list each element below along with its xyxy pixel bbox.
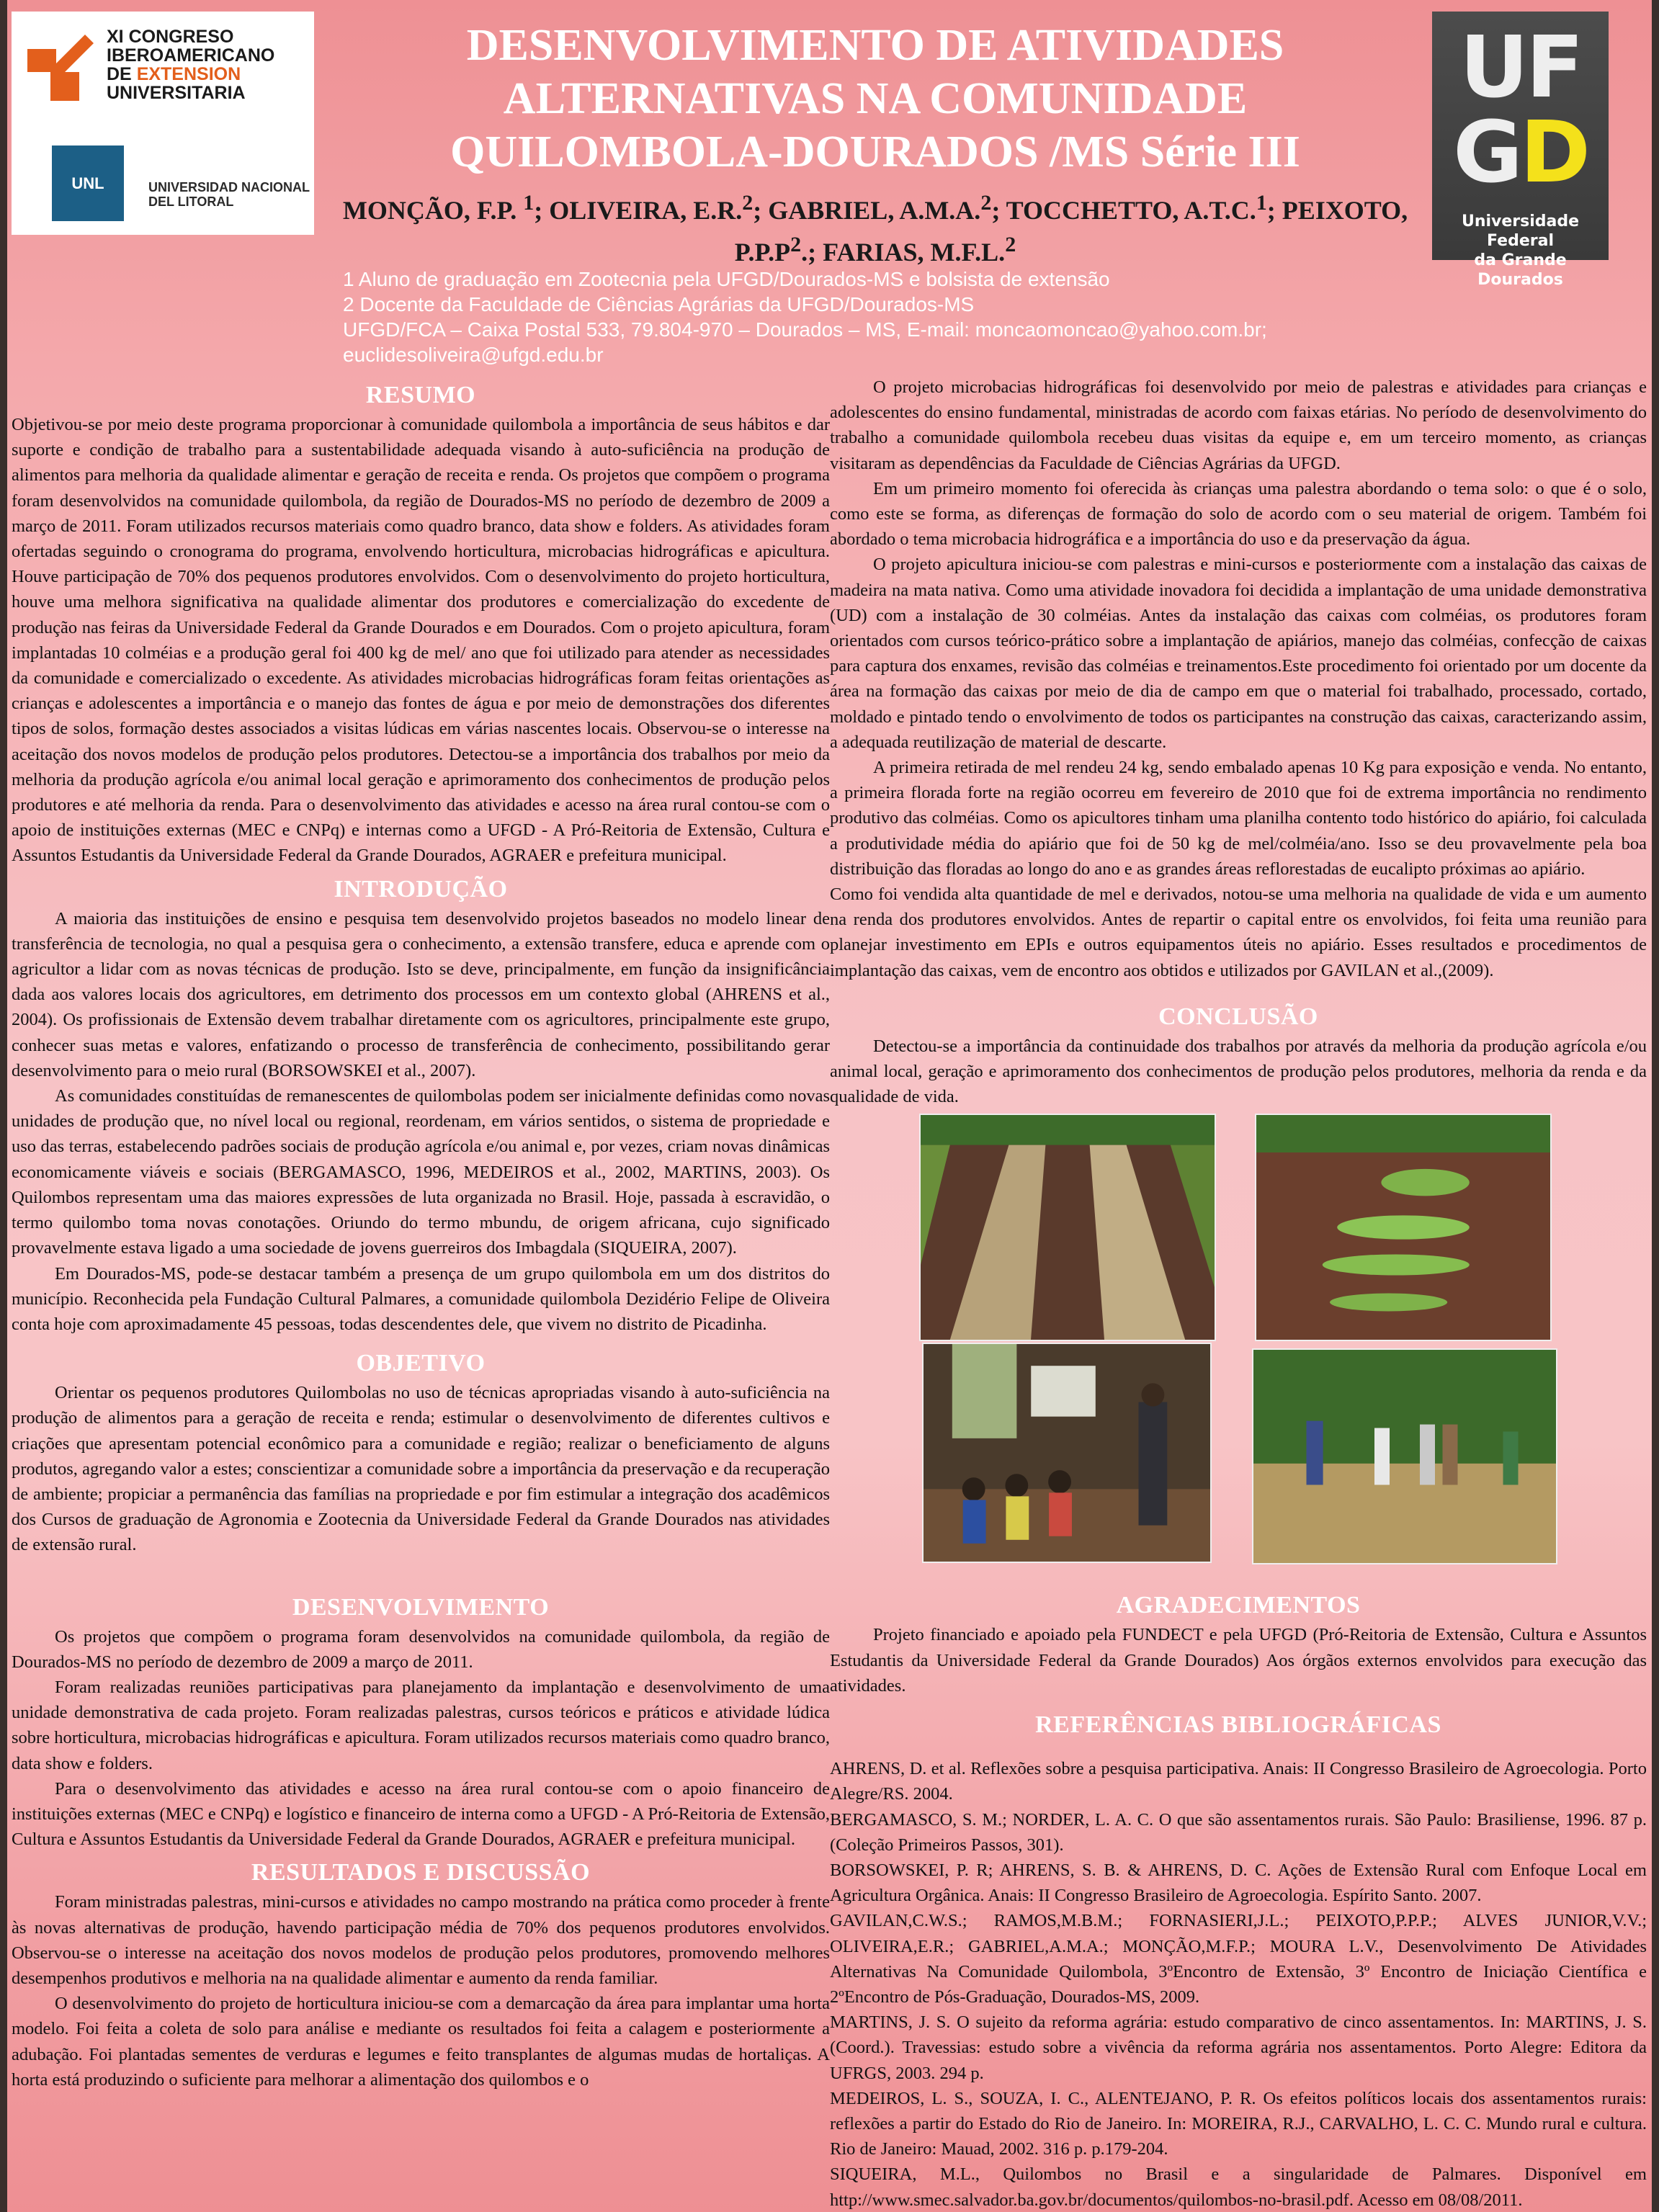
author-5-sup: 2 (790, 233, 802, 256)
resultados-p6: A primeira retirada de mel rendeu 24 kg, sendo embalado apenas 10 Kg para exposição e venda. No entanto, a primeira florada forte na região ocorreu em fevereiro de 2010 que foi de extrema importância no rendimento produtivo das colméias. Como os apicultores tinham uma planilha contento todo histórico do apiário, foi calculada a produtividade média do apiário que foi de 50 kg de mel/colméia/ano. Isso se deu provavelmente pela boa distribuição das floradas ao longo do ano e as grandes áreas reflorestadas de eucalipto próximas ao apiário. (830, 758, 1647, 879)
author-4: ; TOCCHETTO, A.T.C. (991, 196, 1256, 225)
author-2-sup: 2 (742, 191, 754, 215)
affiliation-2: 2 Docente da Faculdade de Ciências Agrárias da UFGD/Dourados-MS (343, 293, 975, 315)
column-spacer (12, 1558, 830, 1587)
introducao-p1: A maioria das instituições de ensino e pesquisa tem desenvolvido projetos baseados no modelo linear de transferência de tecnologia, no qual a pesquisa gera o conhecimento, a extensão transfere, educa e aprende com o agricultor a lidar com as novas técnicas de produção. Isto se deve, principalmente, em função da insignificância dada aos valores locais dos agricultores, em detrimento dos processos em um contexto global (AHRENS et al., 2004). Os profissionais de Extensão devem trabalhar diretamente com os agricultores, principalmente este grupo, conhecer suas metas e valores, enfatizando o processo de transferência de conhecimento, possibilitando gerar desenvolvimento para o meio rural (BORSOWSKEI et al., 2007). (12, 908, 830, 1080)
ufgd-letter-g: G (1453, 102, 1520, 202)
author-3: ; GABRIEL, A.M.A. (753, 196, 981, 225)
field-visit-image (1253, 1350, 1556, 1563)
affiliation-1: 1 Aluno de graduação em Zootecnia pela UFGD/Dourados-MS e bolsista de extensão (343, 268, 1110, 290)
congress-line-1: XI CONGRESO (107, 27, 234, 47)
desenvolvimento-p3: Para o desenvolvimento das atividades e acesso na área rural contou-se com o apoio financeiro de instituições externas (MEC e CNPq) e logístico e financeiro de interna como a UFGD - A Pró-Reitoria de Extensão, Cultura e Assuntos Estudantis da Universidade Federal da Grande Dourados, AGRAER e prefeitura municipal. (12, 1778, 830, 1850)
reference-item: BORSOWSKEI, P. R; AHRENS, S. B. & AHRENS, D. C. Ações de Extensão Rural com Enfoque Local em Agricultura Orgânica. Anais: II Congresso Brasileiro de Agroecologia. Espírito Santo. 2007. (830, 1860, 1647, 1906)
author-2: ; OLIVEIRA, E.R. (534, 196, 743, 225)
resultados-p7: Como foi vendida alta quantidade de mel e derivados, notou-se uma melhoria na qualidade de vida e um aumento na renda dos produtores envolvidos. Antes de repartir o capital entre os envolvidos, foi feita uma reunião para planejar investimento em EPIs e outros equipamentos úteis no apiário. Esses resultados e procedimentos de implantação das caixas, vem de encontro aos obtidos e utilizados por GAVILAN et al.,(2009). (830, 885, 1647, 980)
congress-arrow-icon (22, 27, 101, 107)
resultados-p1: Foram ministradas palestras, mini-cursos e atividades no campo mostrando na prática como proceder à frente às novas alternativas de produção, havendo participação média de 70% dos pequenos produtores envolvidos. Observou-se o interesse na aceitação dos novos modelos de produção pelos produtores, promovendo melhores desempenhos produtivos e melhoria na na qualidade alimentar e aumento da renda familiar. (12, 1892, 830, 1988)
affiliations (343, 267, 1423, 367)
author-1: MONÇÃO, F.P. (342, 196, 524, 225)
reference-item: MARTINS, J. S. O sujeito da reforma agrária: estudo comparativo de cinco assentamentos. In: MARTINS, J. S. (Coord.). Travessias: estudo sobre a vivência da reforma agrária nos assentamentos. Porto Alegre: Editora da UFRGS, 2003. 294 p. (830, 2012, 1647, 2083)
author-4-sup: 1 (1256, 191, 1267, 215)
photo-grid (830, 1114, 1647, 1582)
congress-logo-panel (12, 12, 314, 235)
resultados-p5: O projeto apicultura iniciou-se com palestras e mini-cursos e posteriormente com a instalação das caixas de madeira na mata nativa. Como uma atividade inovadora foi decidida a implantação de uma unidade demonstrativa (UD) com a instalação de 30 colméias. Antes da instalação das caixas com colméias, os produtores foram orientados com cursos teórico-prático sobre a implantação de apiários, manejo das colméias, confecção de caixas para captura dos enxames, revisão das colméias e treinamentos.Este procedimento foi orientado por um docente da área na formação das caixas por meio de dia de campo em que o material foi trabalhado, processado, cortado, moldado e pintado tendo o envolvimento de todos os participantes na construção das caixas, caracterizando assim, a adequada reutilização de material de descarte. (830, 555, 1647, 752)
introducao-heading: INTRODUÇÃO (334, 875, 508, 903)
congress-line-3 (107, 65, 274, 84)
classroom-presentation-photo (922, 1343, 1212, 1563)
congress-de: DE (107, 64, 132, 84)
resumo-heading: RESUMO (365, 382, 476, 408)
reference-item: MEDEIROS, L. S., SOUZA, I. C., ALENTEJANO, P. R. Os efeitos políticos locais dos assentamentos rurais: reflexões a partir do Estado do Rio de Janeiro. In: MOREIRA, R.J., CARVALHO, L. C. C. Mundo rural e cultura. Rio de Janeiro: Mauad, 2002. 316 p. p.179-204. (830, 2088, 1647, 2159)
agradecimentos-p1: Projeto financiado e apoiado pela FUNDECT e pela UFGD (Pró-Reitoria de Extensão, Cultura e Assuntos Estudantis da Universidade Federal da Grande Dourados) Aos órgãos externos envolvidos para execução das atividades. (830, 1625, 1647, 1696)
resumo-text: Objetivou-se por meio deste programa proporcionar à comunidade quilombola a importância de seus hábitos e dar suporte e condição de trabalho para a sustentabilidade adequada visando à auto-suficiência na produção de alimentos para melhoria da qualidade alimentar e geração de receita e renda. Os projetos que compõem o programa foram desenvolvidos na comunidade quilombola, da região de Dourados-MS no período de dezembro de 2009 a março de 2011. Foram utilizados recursos materiais como quadro branco, data show e folders. As atividades foram ofertadas seguindo o cronograma do programa, envolvendo horticultura, microbacias hidrográficas e apicultura. Houve participação de 70% dos pequenos produtores envolvidos. Com o desenvolvimento do projeto horticultura, houve uma melhora significativa na qualidade alimentar dos produtores e comercialização do excedente de produção nas feiras da Universidade Federal da Grande Dourados e em Dourados. Com o projeto apicultura, foram implantadas 10 colméias e a produção geral foi 400 kg de mel/ ano que foi utilizado para atender as necessidades da comunidade e comercializado o excedente. As atividades microbacias hidrográficas foram feitas orientações as crianças e adolescentes a importância e o manejo das fontes de água e por meio de demonstrações dos diferentes tipos de solos, formação destes associados a visitas lúdicas em várias nascentes locais. Observou-se o interesse na aceitação dos novos modelos de produção pelos produtores. Detectou-se a importância dos trabalhos por meio da melhoria da produção agrícola e/ou animal local geração e aprimoramento dos conhecimentos de produção pelos produtores e até melhoria da renda. Para o desenvolvimento das atividades e acesso na área rural contou-se com o apoio de instituições externas (MEC e CNPq) e internas como a UFGD - A Pró-Reitoria de Extensão, Cultura e Assuntos Estudantis da Universidade Federal da Grande Dourados, AGRAER e prefeitura municipal. (12, 415, 830, 866)
agradecimentos-heading: AGRADECIMENTOS (1116, 1592, 1361, 1619)
desenvolvimento-p1: Os projetos que compõem o programa foram desenvolvidos na comunidade quilombola, da região de Dourados-MS no período de dezembro de 2009 a março de 2011. (12, 1626, 830, 1672)
reference-item: GAVILAN,C.W.S.; RAMOS,M.B.M.; FORNASIERI,J.L.; PEIXOTO,P.P.P.; ALVES JUNIOR,V.V.; OLIVEIRA,E.R.; GABRIEL,A.M.A.; MONÇÃO,M.F.P.; MOURA L.V., Desenvolvimento De Atividades Alternativas Na Comunidade Quilombola, 3ºEncontro de Extensão, 3º Encontro de Iniciação Científica e 2ºEncontro de Pós-Graduação, Dourados-MS, 2009. (830, 1911, 1647, 2007)
unl-logo-name (148, 180, 310, 209)
unl-logo-mark: UNL (52, 145, 124, 221)
desenvolvimento-p2: Foram realizadas reuniões participativas para planejamento da implantação e desenvolvimento de uma unidade demonstrativa de cada projeto. Foram realizadas palestras, cursos teóricos e práticos e atividade lúdica sobre horticultura, microbacias hidrográficas e apicultura. Foram utilizados recursos materiais como quadro branco, data show e folders. (12, 1677, 830, 1773)
author-5: ; PEIXOTO, P.P.P (734, 196, 1408, 267)
congress-extension: EXTENSION (136, 64, 241, 84)
garden-beds-photo (919, 1114, 1216, 1341)
introducao-p2: As comunidades constituídas de remanescentes de quilombolas podem ser inicialmente definidas como novas unidades de produção que, no nível local ou regional, reordenam, em vários sentidos, o sistema de propriedade e uso das terras, estabelecendo padrões sociais de produção agrícola e/ou animal e, por vezes, criam novas dinâmicas economicamente viáveis e sociais (BERGAMASCO, 1996, MEDEIROS et al., 2002, MARTINS, 2003). Os Quilombos representam uma das maiores expressões de luta organizada no Brasil. Hoje, passada à escravidão, o termo quilombo toma novas conotações. Oriundo do termo mbundu, de origem africana, cujo significado provavelmente estava ligado a uma sociedade de jovens guerreiros dos Imbagdala (SIQUEIRA, 2007). (12, 1086, 830, 1258)
objetivo-p1: Orientar os pequenos produtores Quilombolas no uso de técnicas apropriadas visando à auto-suficiência na produção de alimentos para a geração de receita e renda; estimular o desenvolvimento de diferentes cultivos e criações que apresentam potencial econômico para a comunidade e região; realizar o beneficiamento de alguns produtos, agregando valor a estes; conscientizar a comunidade sobre a importância da preservação e da recuperação de ambiente; propiciar a permanência das famílias na propriedade e por fim estimular a integração dos acadêmicos dos Cursos de graduação de Agronomia e Zootecnia da Universidade Federal da Grande Dourados nas atividades de extensão rural. (12, 1383, 830, 1555)
poster-title (324, 19, 1426, 179)
title-line-2: ALTERNATIVAS NA COMUNIDADE (503, 74, 1248, 123)
conclusao-heading: CONCLUSÃO (1158, 1003, 1318, 1030)
left-column (12, 375, 830, 2092)
introducao-p3: Em Dourados-MS, pode-se destacar também a presença de um grupo quilombola em um dos distritos do município. Reconhecida pela Fundação Cultural Palmares, a comunidade quilombola Dezidério Felipe de Oliveira conta hoje com aproximadamente 45 pessoas, todas descendentes dele, que vivem no distrito de Picadinha. (12, 1263, 830, 1334)
reference-item: AHRENS, D. et al. Reflexões sobre a pesquisa participativa. Anais: II Congresso Brasileiro de Agroecologia. Porto Alegre/RS. 2004. (830, 1759, 1647, 1804)
unl-name-line-2: DEL LITORAL (148, 194, 234, 209)
resultados-p3: O projeto microbacias hidrográficas foi desenvolvido por meio de palestras e atividades para crianças e adolescentes do ensino fundamental, ministradas de acordo com faixas etárias. No período de desenvolvimento do trabalho a comunidade quilombola recebeu duas visitas da equipe e, em um terceiro momento, as crianças visitaram as dependências da Faculdade de Ciências Agrárias da UFGD. (830, 377, 1647, 473)
congress-name (107, 27, 274, 102)
unl-name-line-1: UNIVERSIDAD NACIONAL (148, 180, 310, 194)
ufgd-logo-letters (1432, 17, 1609, 202)
affiliation-3: UFGD/FCA – Caixa Postal 533, 79.804-970 – Dourados – MS, E-mail: moncaomoncao@yahoo.com.br; (343, 318, 1267, 341)
resultados-p4: Em um primeiro momento foi oferecida às crianças uma palestra abordando o tema solo: o que é o solo, como este se forma, as diferenças de formação do solo de acordo com o seu material de origem. Também foi abordado o tema microbacia hidrográfica e a importância do uso e da preservação da água. (830, 478, 1647, 550)
field-visit-photo (1252, 1348, 1557, 1564)
author-6: .; FARIAS, M.F.L. (801, 238, 1006, 267)
reference-item: SIQUEIRA, M.L., Quilombos no Brasil e a singularidade de Palmares. Disponível em http://www.smec.salvador.ba.gov.br/documentos/quilombos-no-brasil.pdf. Acesso em 08/08/2011. (830, 2164, 1647, 2210)
ufgd-letters-bottom (1432, 102, 1609, 202)
ufgd-logo (1432, 12, 1609, 289)
title-line-1: DESENVOLVIMENTO DE ATIVIDADES (466, 21, 1284, 70)
congress-line-2: IBEROAMERICANO (107, 45, 275, 66)
author-3-sup: 2 (980, 191, 992, 215)
author-list (324, 186, 1426, 269)
seedlings-image (1256, 1115, 1550, 1340)
right-column (830, 375, 1647, 2212)
ufgd-letters-top: UF (1459, 17, 1581, 117)
congress-line-4: UNIVERSITARIA (107, 83, 246, 103)
author-1-sup: 1 (523, 191, 535, 215)
resultados-heading: RESULTADOS E DISCUSSÃO (251, 1859, 591, 1886)
classroom-image (924, 1344, 1210, 1562)
objetivo-heading: OBJETIVO (356, 1350, 486, 1377)
poster (7, 0, 1652, 2212)
referencias-heading: REFERÊNCIAS BIBLIOGRÁFICAS (1035, 1711, 1441, 1739)
seedlings-photo (1255, 1114, 1552, 1341)
reference-item: BERGAMASCO, S. M.; NORDER, L. A. C. O que são assentamentos rurais. São Paulo: Brasiliense, 1996. 87 p. (Coleção Primeiros Passos, 301). (830, 1809, 1647, 1855)
ufgd-letter-d: D (1519, 102, 1588, 202)
ufgd-caption-line-1: Universidade Federal (1461, 212, 1580, 250)
author-6-sup: 2 (1005, 233, 1016, 256)
resultados-p2: O desenvolvimento do projeto de horticultura iniciou-se com a demarcação da área para implantar uma horta modelo. Foi feita a coleta de solo para análise e mediante os resultados foi feita a calagem e posteriormente a adubação. Foi plantadas sementes de verduras e legumes e feito transplantes de algumas mudas de hortaliças. A horta está produzindo o suficiente para melhorar a alimentação dos quilombos e o (12, 1994, 830, 2090)
reference-list (830, 1756, 1647, 2212)
garden-beds-image (921, 1115, 1215, 1340)
ufgd-logo-caption (1432, 212, 1609, 290)
title-line-3: QUILOMBOLA-DOURADOS /MS Série III (450, 127, 1300, 176)
conclusao-p1: Detectou-se a importância da continuidade dos trabalhos por através da melhoria da produção agrícola e/ou animal local, geração e aprimoramento dos conhecimentos de produção pelos produtores, melhoria da renda e da qualidade de vida. (830, 1036, 1647, 1107)
ufgd-caption-line-2: da Grande Dourados (1474, 251, 1567, 289)
affiliation-4: euclidesoliveira@ufgd.edu.br (343, 344, 604, 366)
desenvolvimento-heading: DESENVOLVIMENTO (292, 1593, 550, 1621)
